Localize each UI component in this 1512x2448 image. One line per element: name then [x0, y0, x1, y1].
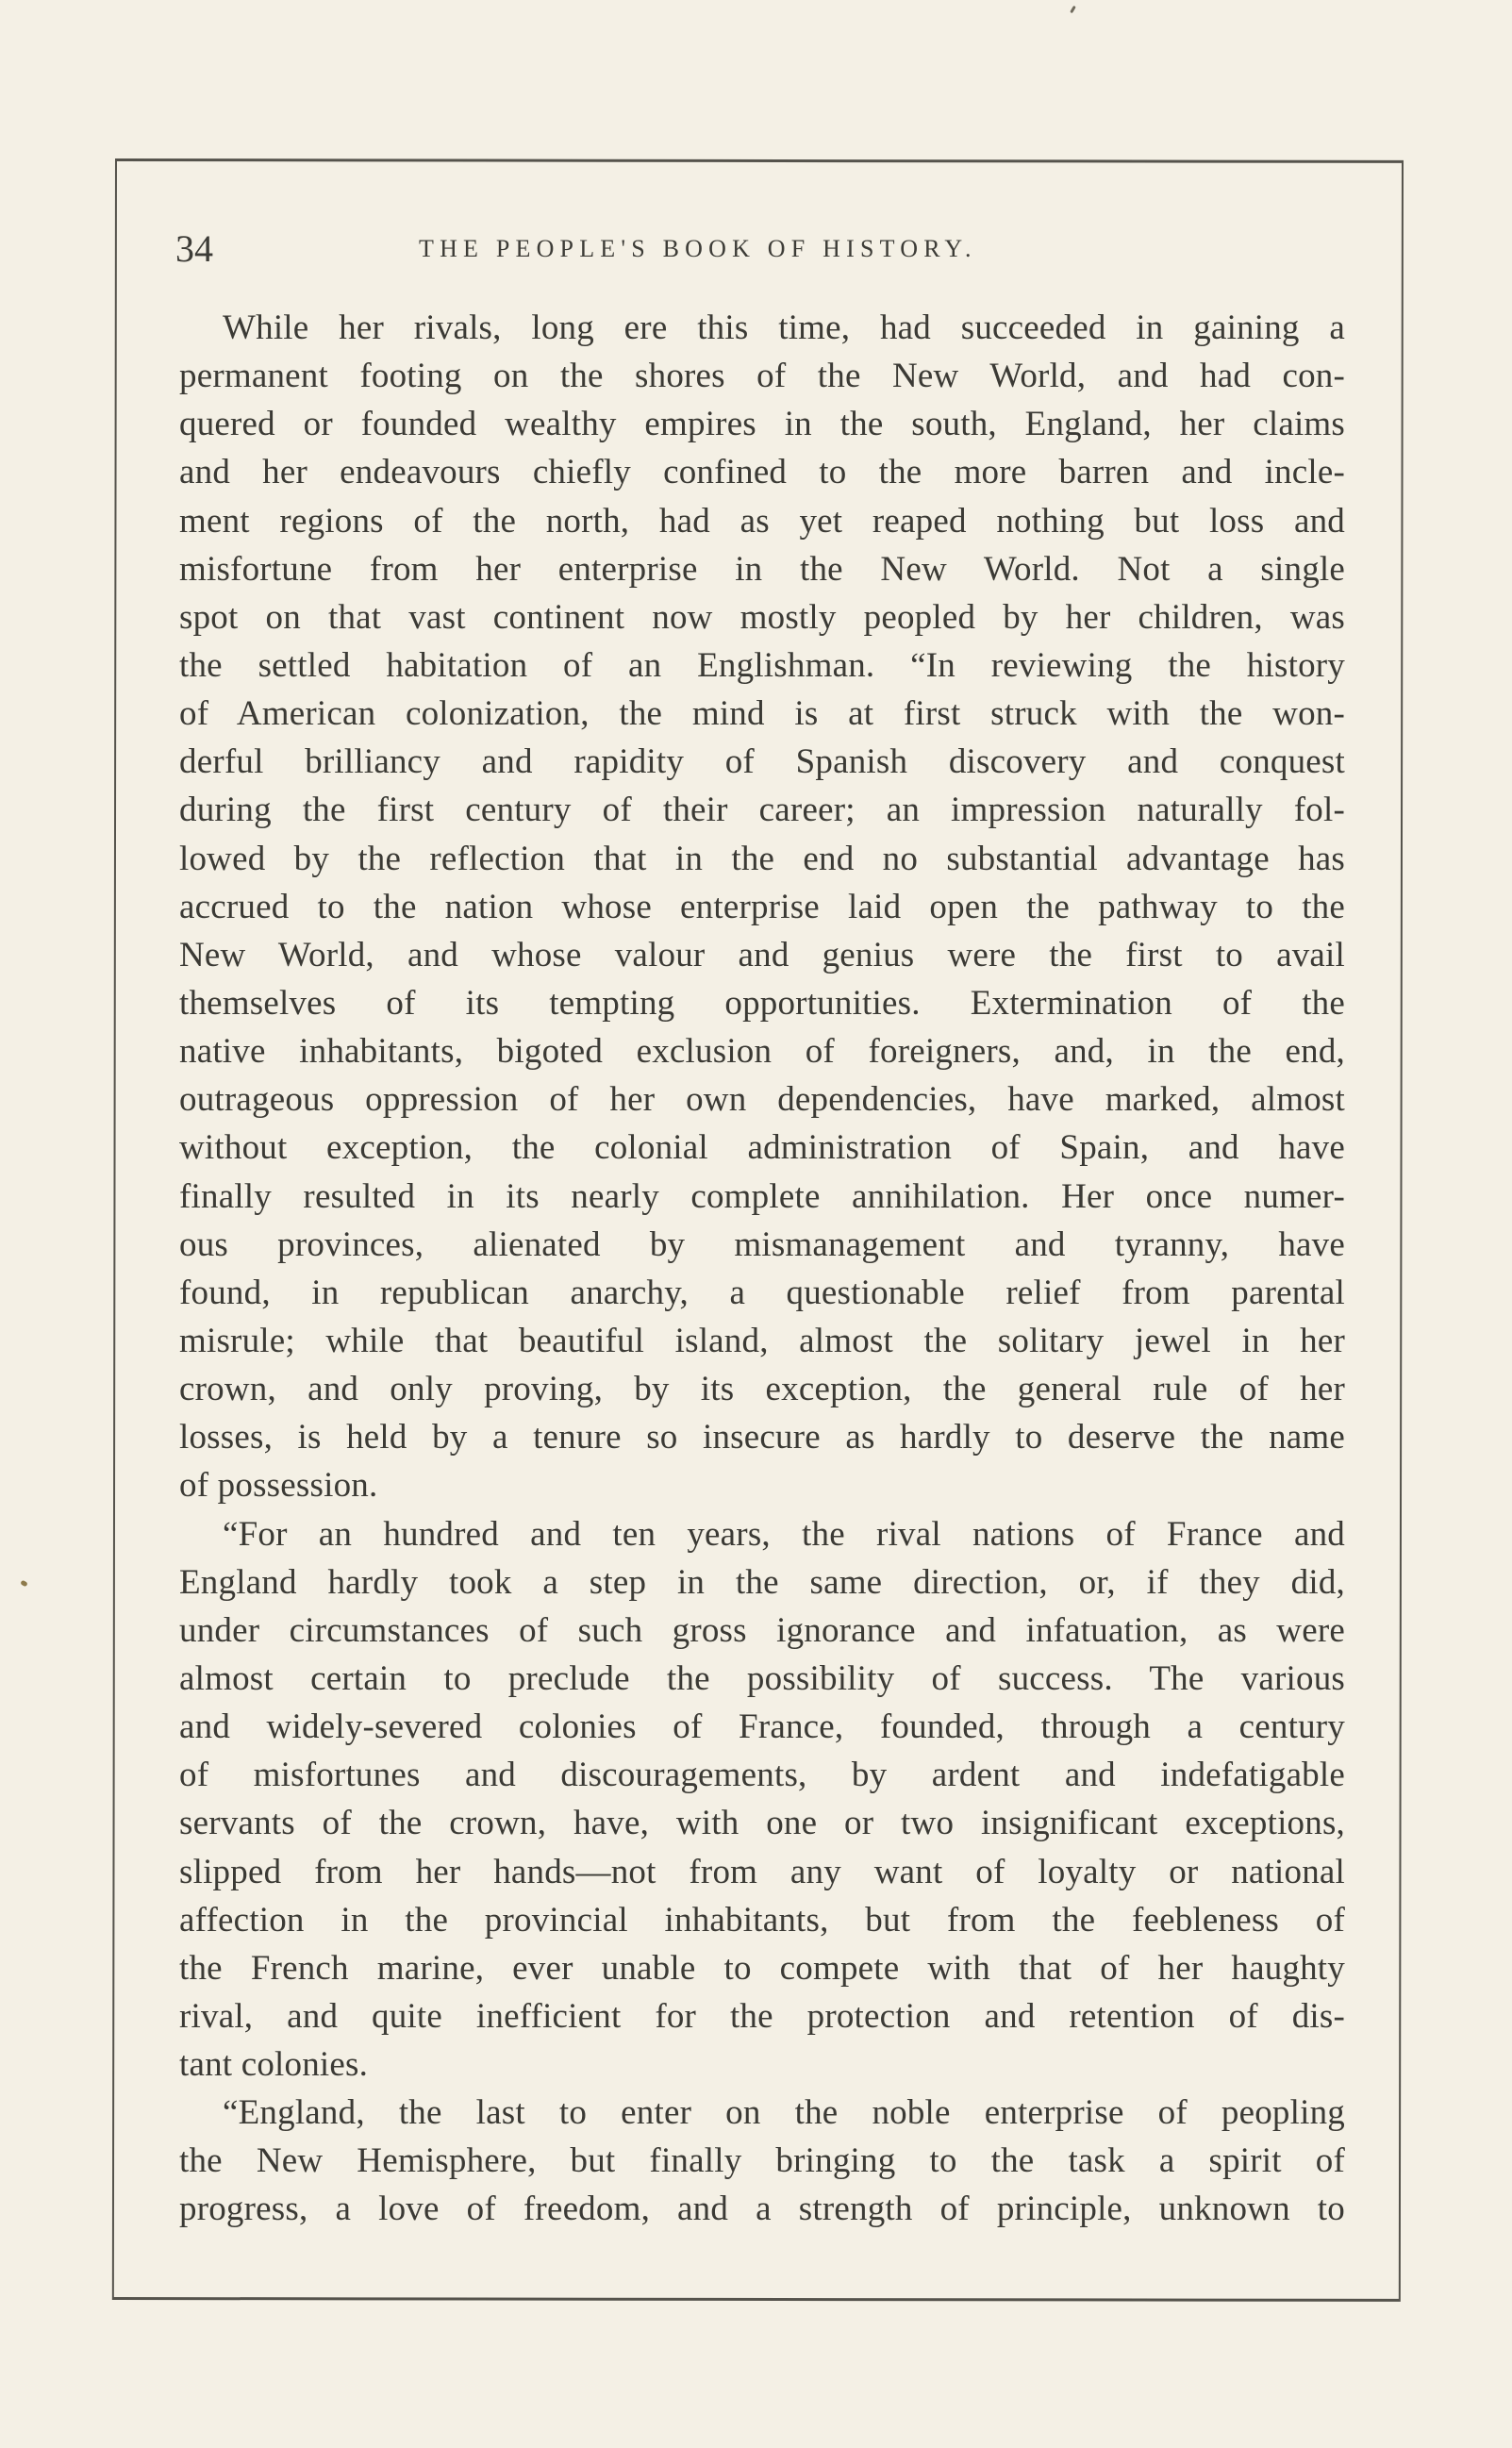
text-line: outrageous oppression of her own dependencies, have marked, almost — [179, 1080, 1345, 1120]
text-line: affection in the provincial inhabitants, but from the feebleness of — [179, 1900, 1345, 1940]
text-line: ous provinces, alienated by mismanagement and tyranny, have — [179, 1224, 1345, 1264]
text-line: the New Hemisphere, but finally bringing to the task a spirit of — [179, 2141, 1345, 2181]
running-title: THE PEOPLE'S BOOK OF HISTORY. — [419, 235, 977, 262]
body-text — [179, 304, 1345, 2234]
text-line: spot on that vast continent now mostly peopled by her children, was — [179, 597, 1345, 637]
text-line: the French marine, ever unable to compete with that of her haughty — [179, 1948, 1345, 1988]
text-line: losses, is held by a tenure so insecure as hardly to deserve the name — [179, 1418, 1345, 1457]
text-line: finally resulted in its nearly complete annihilation. Her once numer- — [179, 1176, 1345, 1216]
text-line: lowed by the reflection that in the end no substantial advantage has — [179, 839, 1345, 878]
text-line: crown, and only proving, by its exception, the general rule of her — [179, 1370, 1345, 1409]
text-line: quered or founded wealthy empires in the south, England, her claims — [179, 405, 1345, 444]
text-line: “England, the last to enter on the noble enterprise of peopling — [223, 2093, 1345, 2133]
text-line: almost certain to preclude the possibility of success. The various — [179, 1658, 1345, 1698]
text-line: derful brilliancy and rapidity of Spanish discovery and conquest — [179, 742, 1345, 782]
page-number: 34 — [175, 227, 213, 270]
text-line: under circumstances of such gross ignorance and infatuation, as were — [179, 1610, 1345, 1650]
paper-blemish — [1070, 6, 1076, 13]
text-line: themselves of its tempting opportunities. Extermination of the — [179, 983, 1345, 1023]
text-line: ment regions of the north, had as yet reaped nothing but loss and — [179, 501, 1345, 541]
text-line: accrued to the nation whose enterprise laid open the pathway to the — [179, 887, 1345, 926]
text-line: slipped from her hands—not from any want of loyalty or national — [179, 1852, 1345, 1891]
text-line: of misfortunes and discouragements, by ardent and indefatigable — [179, 1756, 1345, 1795]
text-line: native inhabitants, bigoted exclusion of foreigners, and, in the end, — [179, 1032, 1345, 1072]
text-line: of possession. — [179, 1466, 378, 1506]
text-line: during the first century of their career; an impression naturally fol- — [179, 791, 1345, 830]
text-line: progress, a love of freedom, and a strength of principle, unknown to — [179, 2190, 1345, 2229]
text-line: While her rivals, long ere this time, had succeeded in gaining a — [223, 308, 1345, 347]
paper-blemish — [20, 1580, 28, 1588]
text-line: servants of the crown, have, with one or two insignificant exceptions, — [179, 1804, 1345, 1843]
text-line: misfortune from her enterprise in the New World. Not a single — [179, 549, 1345, 589]
text-line: England hardly took a step in the same direction, or, if they did, — [179, 1562, 1345, 1602]
text-line: misrule; while that beautiful island, almost the solitary jewel in her — [179, 1321, 1345, 1360]
text-line: the settled habitation of an Englishman. “In reviewing the history — [179, 645, 1345, 685]
text-line: of American colonization, the mind is at first struck with the won- — [179, 694, 1345, 734]
text-line: “For an hundred and ten years, the rival nations of France and — [223, 1514, 1345, 1554]
text-line: permanent footing on the shores of the New World, and had con- — [179, 357, 1345, 396]
running-head — [175, 227, 1345, 270]
text-line: tant colonies. — [179, 2045, 369, 2085]
text-line: and her endeavours chiefly confined to the more barren and incle- — [179, 453, 1345, 492]
text-line: found, in republican anarchy, a questionable relief from parental — [179, 1273, 1345, 1312]
text-line: without exception, the colonial administration of Spain, and have — [179, 1128, 1345, 1168]
text-line: New World, and whose valour and genius were the first to avail — [179, 935, 1345, 974]
text-line: and widely-severed colonies of France, founded, through a century — [179, 1707, 1345, 1747]
text-line: rival, and quite inefficient for the protection and retention of dis- — [179, 1996, 1345, 2036]
